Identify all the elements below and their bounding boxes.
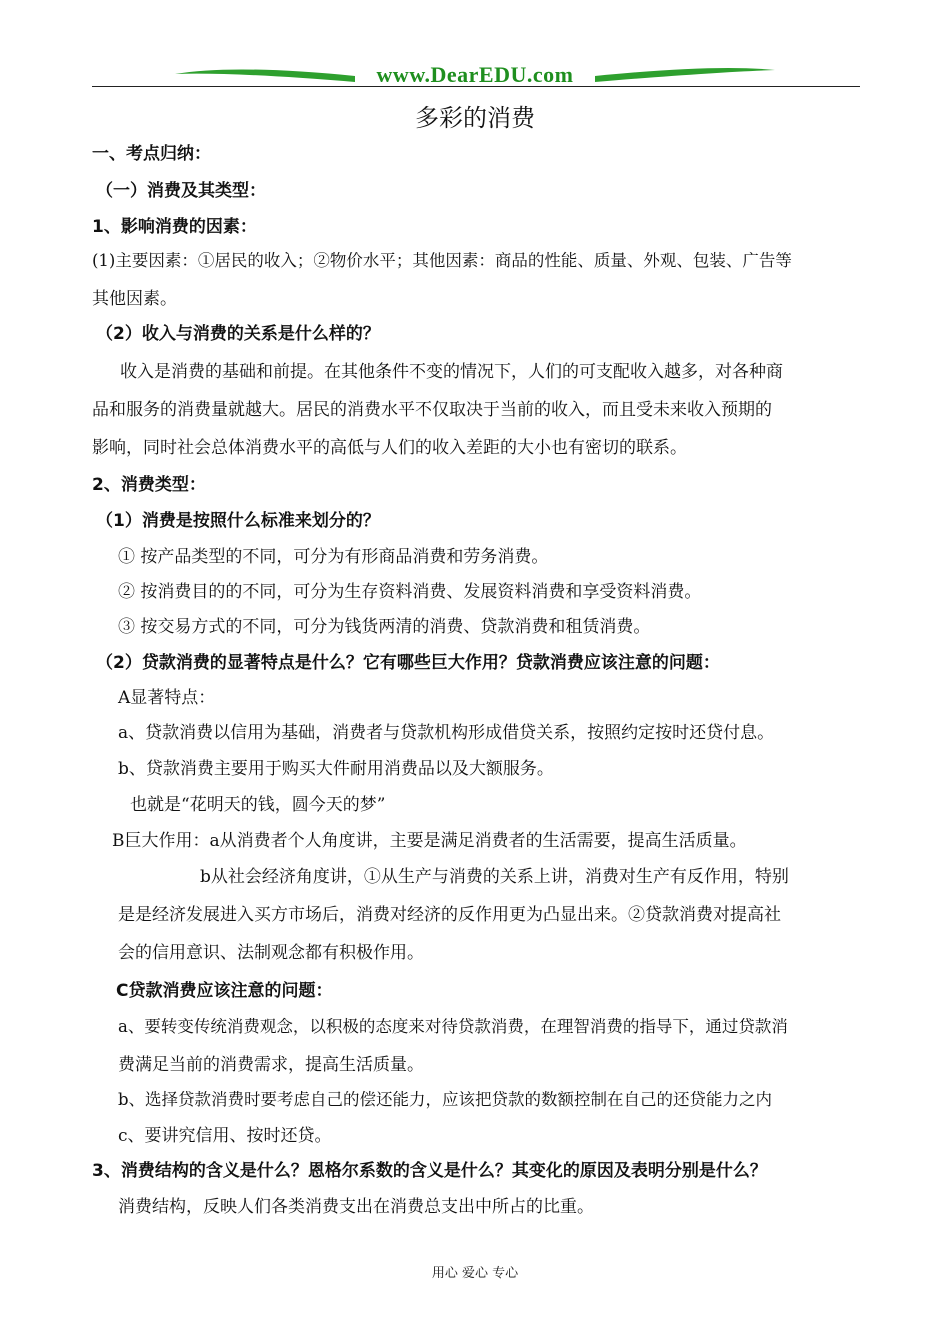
- header-rule: [92, 86, 860, 87]
- body-text: b、选择贷款消费时要考虑自己的偿还能力，应该把贷款的数额控制在自己的还贷能力之内: [118, 1090, 773, 1109]
- topic-heading: 1、影响消费的因素：: [92, 217, 257, 237]
- body-text: 费满足当前的消费需求，提高生活质量。: [118, 1055, 424, 1075]
- page-footer: 用心 爱心 专心: [431, 1266, 519, 1281]
- page-title: 多彩的消费: [415, 104, 535, 132]
- body-text: 品和服务的消费量就越大。居民的消费水平不仅取决于当前的收入，而且受未来收入预期的: [92, 400, 772, 420]
- body-text: (1)主要因素：①居民的收入；②物价水平；其他因素：商品的性能、质量、外观、包装、广告等: [92, 251, 792, 270]
- question-heading: （2）贷款消费的显著特点是什么？它有哪些巨大作用？贷款消费应该注意的问题：: [96, 653, 720, 673]
- subtopic-heading: C贷款消费应该注意的问题：: [116, 981, 333, 1001]
- topic-heading: 3、消费结构的含义是什么？恩格尔系数的含义是什么？其变化的原因及表明分别是什么？: [92, 1161, 767, 1181]
- body-text: 收入是消费的基础和前提。在其他条件不变的情况下，人们的可支配收入越多，对各种商: [120, 362, 783, 382]
- list-item: ③ 按交易方式的不同，可分为钱货两清的消费、贷款消费和租赁消费。: [118, 617, 651, 637]
- body-text: 是是经济发展进入买方市场后，消费对经济的反作用更为凸显出来。②贷款消费对提高社: [118, 905, 781, 925]
- body-text: B巨大作用：a从消费者个人角度讲，主要是满足消费者的生活需要，提高生活质量。: [112, 831, 747, 851]
- body-text: b从社会经济角度讲，①从生产与消费的关系上讲，消费对生产有反作用，特别: [200, 867, 789, 887]
- body-text: a、要转变传统消费观念，以积极的态度来对待贷款消费，在理智消费的指导下，通过贷款消: [118, 1017, 788, 1036]
- question-heading: （2）收入与消费的关系是什么样的？: [96, 324, 380, 344]
- body-text: a、贷款消费以信用为基础，消费者与贷款机构形成借贷关系，按照约定按时还贷付息。: [118, 723, 775, 743]
- body-text: 其他因素。: [92, 289, 177, 309]
- topic-heading: 2、消费类型：: [92, 475, 206, 495]
- section-heading: 一、考点归纳：: [92, 144, 211, 164]
- list-item: ① 按产品类型的不同，可分为有形商品消费和劳务消费。: [118, 547, 549, 567]
- body-text: 会的信用意识、法制观念都有积极作用。: [118, 943, 424, 963]
- subsection-heading: （一）消费及其类型：: [96, 181, 266, 201]
- list-item: ② 按消费目的的不同，可分为生存资料消费、发展资料消费和享受资料消费。: [118, 582, 702, 602]
- body-text: 影响，同时社会总体消费水平的高低与人们的收入差距的大小也有密切的联系。: [92, 438, 687, 458]
- body-text: b、贷款消费主要用于购买大件耐用消费品以及大额服务。: [118, 759, 554, 779]
- question-heading: （1）消费是按照什么标准来划分的？: [96, 511, 380, 531]
- body-text: c、要讲究信用、按时还贷。: [118, 1126, 332, 1146]
- body-text: 消费结构，反映人们各类消费支出在消费总支出中所占的比重。: [118, 1197, 594, 1217]
- quote-text: 也就是“花明天的钱，圆今天的梦”: [130, 795, 386, 815]
- logo-text: www.DearEDU.com: [376, 62, 574, 87]
- body-text: A显著特点：: [118, 688, 216, 708]
